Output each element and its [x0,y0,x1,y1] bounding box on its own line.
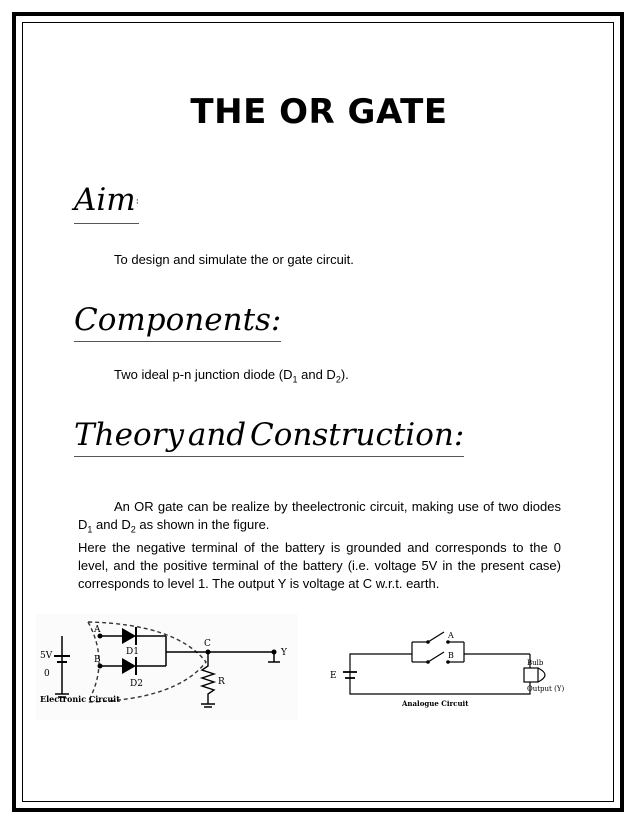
label-d1: D1 [126,647,139,657]
theory-heading: Theory and Construction: [74,417,464,457]
components-text [114,366,349,389]
electronic-circuit-figure [36,614,298,720]
aim-text: To design and simulate the or gate circuit. [114,252,354,267]
label-bulb: Bulb [527,659,544,667]
aim-heading-text: Aim [74,182,136,218]
theory-p1-b: and D [92,517,131,532]
aim-heading [74,182,139,224]
components-sub-1: 1 [292,374,298,385]
label-r: R [218,677,225,687]
electronic-circuit-caption: Electronic Circuit [40,694,120,704]
theory-paragraph-1 [78,498,561,539]
theory-p1-sub-1: 1 [87,524,93,535]
components-text-c: ). [340,367,349,382]
theory-paragraph-2: Here the negative terminal of the battery is grounded and corresponds to the 0 level, and the positive terminal of the battery (i.e. voltage 5V in the present case) corresponds to level 1. The output Y is voltage at C w.r.t. earth. [78,539,561,591]
label-output: Output (Y) [527,685,565,693]
page-title: THE OR GATE [190,92,448,132]
components-sub-2: 2 [335,374,341,385]
label-5v: 5V [40,651,53,661]
label-zero: 0 [44,669,50,679]
analogue-circuit-figure [324,628,574,710]
components-heading: Components: [74,302,281,342]
label-d2: D2 [130,679,143,689]
aim-heading-colon: : [135,196,139,207]
switch-label-a: A [448,631,454,640]
switch-label-b: B [448,651,454,660]
theory-body [78,498,561,593]
components-text-a: Two ideal p-n junction diode (D [114,367,293,382]
components-text-b: and D [297,367,336,382]
label-a: A [94,625,101,635]
analogue-circuit-caption: Analogue Circuit [402,699,469,708]
label-b: B [94,655,101,665]
theory-p1-a: An OR gate can be realize by theelectronic circuit, making use of two diodes D [78,499,561,532]
label-y: Y [281,648,287,658]
theory-p1-sub-2: 2 [130,524,136,535]
theory-p1-c: as shown in the figure. [135,517,270,532]
label-c: C [204,639,211,649]
label-e: E [330,671,337,681]
